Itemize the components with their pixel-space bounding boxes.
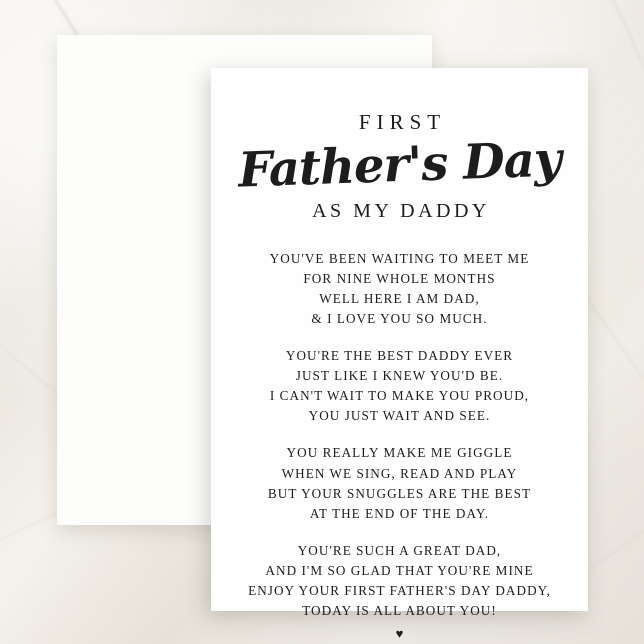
poem-line: YOU'VE BEEN WAITING TO MEET ME xyxy=(269,250,530,266)
poem-line: BUT YOUR SNUGGLES ARE THE BEST xyxy=(267,485,532,501)
poem-line: FOR NINE WHOLE MONTHS xyxy=(303,271,496,287)
poem-line: YOU'RE SUCH A GREAT DAD, xyxy=(297,542,502,558)
poem-line: YOU JUST WAIT AND SEE. xyxy=(308,408,491,424)
poem-stanza xyxy=(237,541,562,621)
poem-line: I CAN'T WAIT TO MAKE YOU PROUD, xyxy=(269,388,530,404)
card-heading-subtitle: AS MY DADDY xyxy=(312,199,490,222)
poem-line: YOU'RE THE BEST DADDY EVER xyxy=(285,348,514,364)
poem-line: WELL HERE I AM DAD, xyxy=(319,291,480,307)
card-poem xyxy=(237,249,562,621)
poem-stanza xyxy=(237,443,562,523)
poem-line: AT THE END OF THE DAY. xyxy=(309,505,490,521)
poem-stanza xyxy=(237,249,562,329)
card-heading-script: Father's Day xyxy=(237,131,562,199)
poem-line: AND I'M SO GLAD THAT YOU'RE MINE xyxy=(265,562,534,578)
poem-line: JUST LIKE I KNEW YOU'D BE. xyxy=(295,368,504,384)
poem-line: ENJOY YOUR FIRST FATHER'S DAY DADDY, xyxy=(248,582,551,598)
greeting-card-front xyxy=(211,68,588,641)
poem-line: TODAY IS ALL ABOUT YOU! xyxy=(302,602,497,618)
card-heading-first: FIRST xyxy=(358,110,447,134)
poem-line: WHEN WE SING, READ AND PLAY xyxy=(281,465,518,481)
poem-line: & I LOVE YOU SO MUCH. xyxy=(311,311,488,327)
heart-icon: ♥ xyxy=(395,625,404,641)
poem-line: YOU REALLY MAKE ME GIGGLE xyxy=(286,445,513,461)
poem-stanza xyxy=(237,346,562,426)
